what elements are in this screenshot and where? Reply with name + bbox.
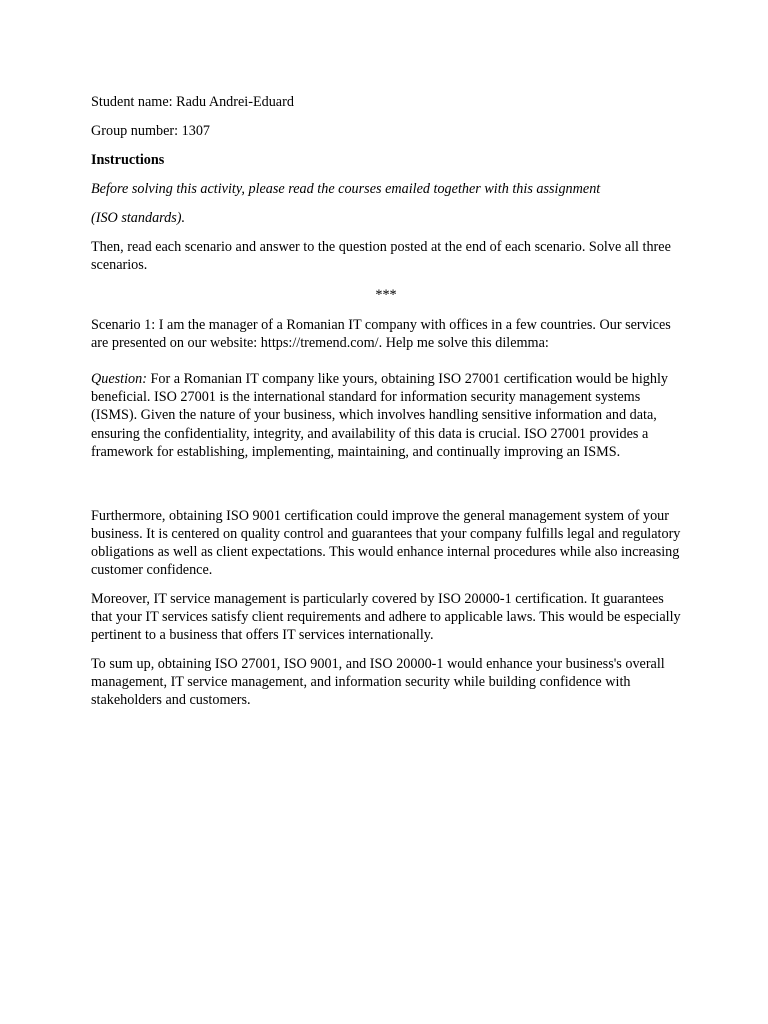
answer-paragraph-1: Furthermore, obtaining ISO 9001 certification could improve the general management system of your business. It is centered on quality control and guarantees that your company fulfills legal and regulatory obligations as well as client expectations. This would enhance internal procedures while also increasing customer confidence. [91, 508, 681, 579]
instructions-heading: Instructions [91, 152, 165, 168]
group-number: Group number: 1307 [91, 123, 211, 139]
question-text: For a Romanian IT company like yours, obtaining ISO 27001 certification would be highly beneficial. ISO 27001 is the international standard for information security management systems (ISMS). Given the nature of your business, which involves handling sensitive information and data, ensuring the confidentiality, integrity, and availability of this data is crucial. ISO 27001 provides a framework for establishing, implementing, maintaining, and continually improving an ISMS. [91, 371, 669, 460]
document-body [91, 93, 681, 709]
instructions-intro-line1: Before solving this activity, please read the courses emailed together with this assignment [91, 181, 601, 197]
student-name: Student name: Radu Andrei-Eduard [91, 94, 294, 110]
instructions-body: Then, read each scenario and answer to the question posted at the end of each scenario. Solve all three scenarios. [91, 239, 671, 273]
answer-paragraph-2: Moreover, IT service management is particularly covered by ISO 20000-1 certification. It guarantees that your IT services satisfy client requirements and adhere to applicable laws. This would be especially pertinent to a business that offers IT services internationally. [91, 591, 681, 644]
scenario-1-text: Scenario 1: I am the manager of a Romanian IT company with offices in a few countries. Our services are presented on our website: https://tremend.com/. Help me solve this dilemma: [91, 317, 671, 351]
section-separator: *** [375, 287, 397, 303]
answer-paragraph-3: To sum up, obtaining ISO 27001, ISO 9001, and ISO 20000-1 would enhance your business's overall management, IT service management, and information security while building confidence with stakeholders and customers. [91, 656, 665, 709]
question-label: Question: [91, 371, 147, 387]
instructions-intro-line2: (ISO standards). [91, 210, 186, 226]
scenario-1-question [91, 370, 681, 461]
